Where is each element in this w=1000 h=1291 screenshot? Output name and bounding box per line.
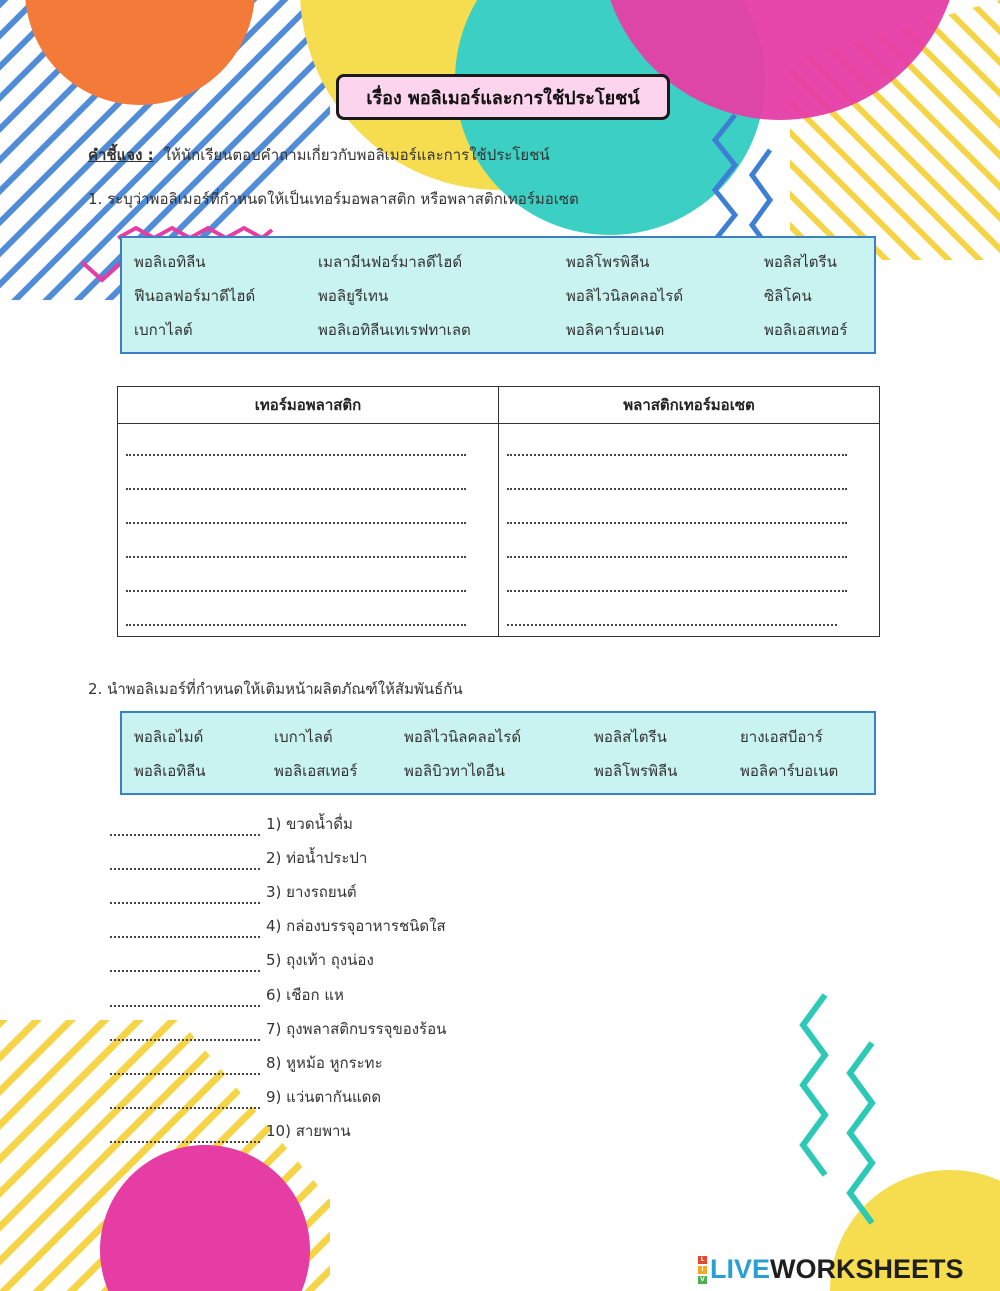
word-bank-item: ซิลิโคน: [764, 287, 812, 305]
answer-blank[interactable]: [126, 490, 466, 524]
answer-blank[interactable]: [110, 1021, 260, 1041]
word-bank-item: พอลิเอทิลีนเทเรฟทาเลต: [318, 321, 471, 339]
column-header-thermoset: พลาสติกเทอร์มอเซต: [499, 387, 880, 424]
word-bank-item: ยางเอสบีอาร์: [740, 728, 823, 746]
answer-blank[interactable]: [110, 1123, 260, 1143]
product-label: 4) กล่องบรรจุอาหารชนิดใส: [266, 917, 446, 935]
word-bank-item: พอลิเอทิลีน: [134, 253, 206, 271]
question-2-word-bank: [120, 711, 876, 795]
word-bank-item: เบกาไลต์: [274, 728, 333, 746]
answer-blank[interactable]: [110, 884, 260, 904]
word-bank-item: เบกาไลต์: [134, 321, 193, 339]
answer-blank[interactable]: [507, 558, 847, 592]
answer-blank[interactable]: [126, 558, 466, 592]
question-1-text: 1. ระบุว่าพอลิเมอร์ที่กำหนดให้เป็นเทอร์มอพลาสติก หรือพลาสติกเทอร์มอเซต: [88, 190, 579, 208]
word-bank-item: พอลิเอสเทอร์: [764, 321, 848, 339]
answer-blank[interactable]: [507, 524, 847, 558]
classification-table: [117, 386, 880, 637]
product-label: 3) ยางรถยนต์: [266, 883, 357, 901]
question-1-word-bank: [120, 236, 876, 354]
answer-blank[interactable]: [507, 456, 847, 490]
instruction-text: ให้นักเรียนตอบคำถามเกี่ยวกับพอลิเมอร์และการใช้ประโยชน์: [163, 146, 550, 164]
word-bank-item: พอลิโพรพิลีน: [566, 253, 650, 271]
answer-blank[interactable]: [110, 816, 260, 836]
answer-blank[interactable]: [126, 592, 466, 626]
answer-blank[interactable]: [126, 438, 466, 456]
word-bank-item: พอลิคาร์บอเนต: [566, 321, 665, 339]
instruction-label: คำชี้แจง :: [88, 146, 154, 164]
product-label: 6) เชือก แห: [266, 986, 344, 1004]
page-title: เรื่อง พอลิเมอร์และการใช้ประโยชน์: [336, 74, 670, 120]
word-bank-item: พอลิเอสเทอร์: [274, 762, 358, 780]
logo-mark-letter: I: [698, 1266, 707, 1274]
word-bank-item: พอลิโพรพิลีน: [594, 762, 678, 780]
answer-blank[interactable]: [126, 524, 466, 558]
liveworksheets-logo: [698, 1254, 964, 1285]
answer-blank[interactable]: [110, 952, 260, 972]
answer-blank[interactable]: [507, 592, 837, 626]
word-bank-item: พอลิบิวทาไดอีน: [404, 762, 505, 780]
answer-blank[interactable]: [110, 918, 260, 938]
answer-blank[interactable]: [110, 1089, 260, 1109]
logo-mark-letter: L: [698, 1256, 707, 1264]
word-bank-item: พอลิคาร์บอเนต: [740, 762, 839, 780]
logo-text: [710, 1254, 964, 1285]
column-header-thermoplastic: เทอร์มอพลาสติก: [118, 387, 499, 424]
answer-blank[interactable]: [507, 438, 847, 456]
thermoset-answer-cell: [499, 424, 880, 637]
word-bank-item: พอลิยูรีเทน: [318, 287, 389, 305]
answer-blank[interactable]: [126, 456, 466, 490]
word-bank-item: พอลิสไตรีน: [764, 253, 837, 271]
logo-mark-letter: V: [698, 1276, 707, 1284]
product-label: 2) ท่อน้ำประปา: [266, 849, 368, 867]
answer-blank[interactable]: [110, 1055, 260, 1075]
logo-text-prefix: LIVE: [710, 1254, 771, 1284]
product-label: 9) แว่นตากันแดด: [266, 1088, 382, 1106]
product-label: 1) ขวดน้ำดื่ม: [266, 815, 353, 833]
product-label: 5) ถุงเท้า ถุงน่อง: [266, 951, 374, 969]
word-bank-item: ฟีนอลฟอร์มาดีไฮด์: [134, 287, 256, 305]
thermoplastic-answer-cell: [118, 424, 499, 637]
word-bank-item: พอลิเอไมด์: [134, 728, 204, 746]
answer-blank[interactable]: [110, 850, 260, 870]
product-label: 8) หูหม้อ หูกระทะ: [266, 1054, 383, 1072]
word-bank-item: พอลิไวนิลคลอไรด์: [404, 728, 522, 746]
word-bank-item: พอลิสไตรีน: [594, 728, 667, 746]
answer-blank[interactable]: [110, 987, 260, 1007]
word-bank-item: พอลิไวนิลคลอไรด์: [566, 287, 684, 305]
word-bank-item: เมลามีนฟอร์มาลดีไฮด์: [318, 253, 463, 271]
answer-blank[interactable]: [507, 490, 847, 524]
product-label: 7) ถุงพลาสติกบรรจุของร้อน: [266, 1020, 447, 1038]
word-bank-item: พอลิเอทิลีน: [134, 762, 206, 780]
question-2-text: 2. นำพอลิเมอร์ที่กำหนดให้เติมหน้าผลิตภัณฑ์ให้สัมพันธ์กัน: [88, 680, 463, 698]
logo-text-suffix: WORKSHEETS: [770, 1254, 964, 1284]
logo-mark-icon: [698, 1255, 707, 1285]
instruction: [88, 143, 550, 167]
product-label: 10) สายพาน: [266, 1122, 351, 1140]
